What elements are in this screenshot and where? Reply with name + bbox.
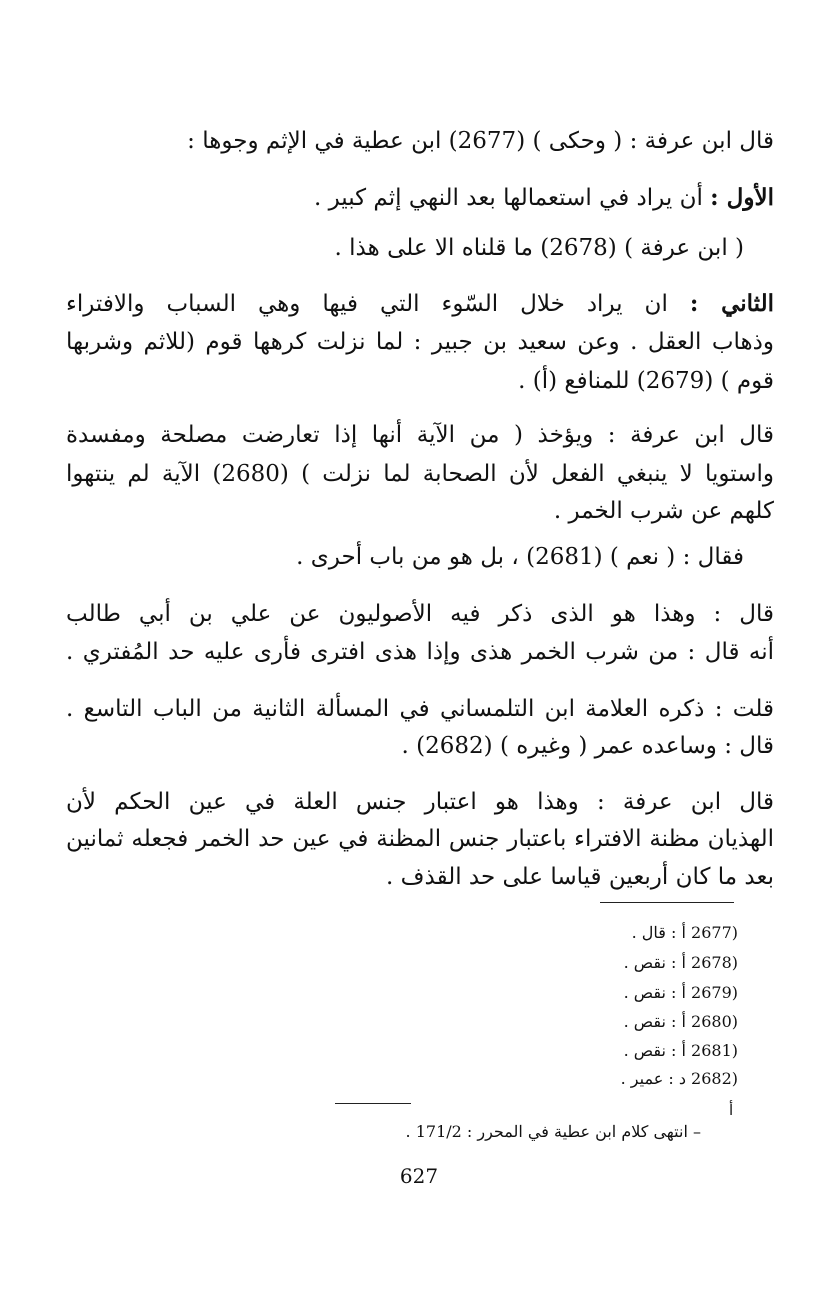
text-line: فقال : ( نعم ) (2681) ، بل هو من باب أحرى . xyxy=(296,544,744,570)
page-number: 627 xyxy=(399,1164,439,1188)
footnote-separator xyxy=(600,902,734,903)
footnote-source: أ xyxy=(681,1041,686,1060)
text-line: بعد ما كان أربعين قياسا على حد القذف . xyxy=(386,864,774,890)
footnote-number: (2682 xyxy=(691,1069,738,1088)
footnote-text: : نقص . xyxy=(623,953,677,972)
footnote-source: أ xyxy=(681,1012,686,1031)
text-line: قال ابن عرفة : ( وحكى ) (2677) ابن عطية في الإثم وجوها : xyxy=(187,128,774,154)
footnote xyxy=(621,1066,738,1092)
footnote xyxy=(632,920,738,946)
text-line xyxy=(314,181,774,215)
footnote-source: أ xyxy=(681,923,686,942)
footnote-source: أ xyxy=(681,983,686,1002)
footnote-text: : نقص . xyxy=(623,1012,677,1031)
text-line: ( ابن عرفة ) (2678) ما قلناه الا على هذا . xyxy=(334,235,744,261)
footnote-number: (2679 xyxy=(691,983,738,1002)
text-line: قال : وهذا هو الذى ذكر فيه الأصوليون عن علي بن أبي طالب xyxy=(66,601,774,627)
footnote-text: : قال . xyxy=(631,923,677,942)
section-lead: الثاني : xyxy=(689,290,774,317)
footnote xyxy=(624,1009,738,1035)
footnote-text: : نقص . xyxy=(623,983,677,1002)
footnote-text: : عمير . xyxy=(620,1069,674,1088)
footnote-number: (2681 xyxy=(691,1041,738,1060)
text-span: ان يراد خلال السّوء التي فيها وهي السباب والافتراء xyxy=(66,291,668,317)
text-line: واستويا لا ينبغي الفعل لأن الصحابة لما نزلت ) (2680) الآية لم ينتهوا xyxy=(66,461,774,487)
footnote xyxy=(624,950,738,976)
footnote-number: (2680 xyxy=(691,1012,738,1031)
letter-note-mark: أ xyxy=(729,1101,734,1119)
text-line: قوم ) (2679) للمنافع (أ) . xyxy=(518,368,774,394)
text-line: أنه قال : من شرب الخمر هذى وإذا هذى افترى فأرى عليه حد المُفتري . xyxy=(66,639,774,665)
text-line: كلهم عن شرب الخمر . xyxy=(553,498,774,524)
text-span: أن يراد في استعمالها بعد النهي إثم كبير . xyxy=(313,185,703,211)
text-line: قال ابن عرفة : ويؤخذ ( من الآية أنها إذا تعارضت مصلحة ومفسدة xyxy=(66,422,774,448)
note-separator xyxy=(335,1103,411,1104)
text-line: قال ابن عرفة : وهذا هو اعتبار جنس العلة في عين الحكم لأن xyxy=(66,789,774,815)
text-line: قلت : ذكره العلامة ابن التلمساني في المسألة الثانية من الباب التاسع . xyxy=(66,696,774,722)
footnote-source: د xyxy=(678,1069,686,1088)
footnote-source: أ xyxy=(681,953,686,972)
section-lead: الأول : xyxy=(710,184,774,211)
footnote-number: (2678 xyxy=(691,953,738,972)
footnote-text: : نقص . xyxy=(623,1041,677,1060)
footnote xyxy=(624,1038,738,1064)
letter-note: – انتهى كلام ابن عطية في المحرر : 171/2 . xyxy=(405,1122,701,1141)
text-line: قال : وساعده عمر ( وغيره ) (2682) . xyxy=(401,733,774,759)
text-line xyxy=(66,287,774,321)
footnote xyxy=(624,980,738,1006)
text-line: وذهاب العقل . وعن سعيد بن جبير : لما نزلت كرهها قوم (للاثم وشربها xyxy=(66,329,774,355)
footnote-number: (2677 xyxy=(691,923,738,942)
text-line: الهذيان مظنة الافتراء باعتبار جنس المظنة في عين حد الخمر فجعله ثمانين xyxy=(66,826,774,852)
